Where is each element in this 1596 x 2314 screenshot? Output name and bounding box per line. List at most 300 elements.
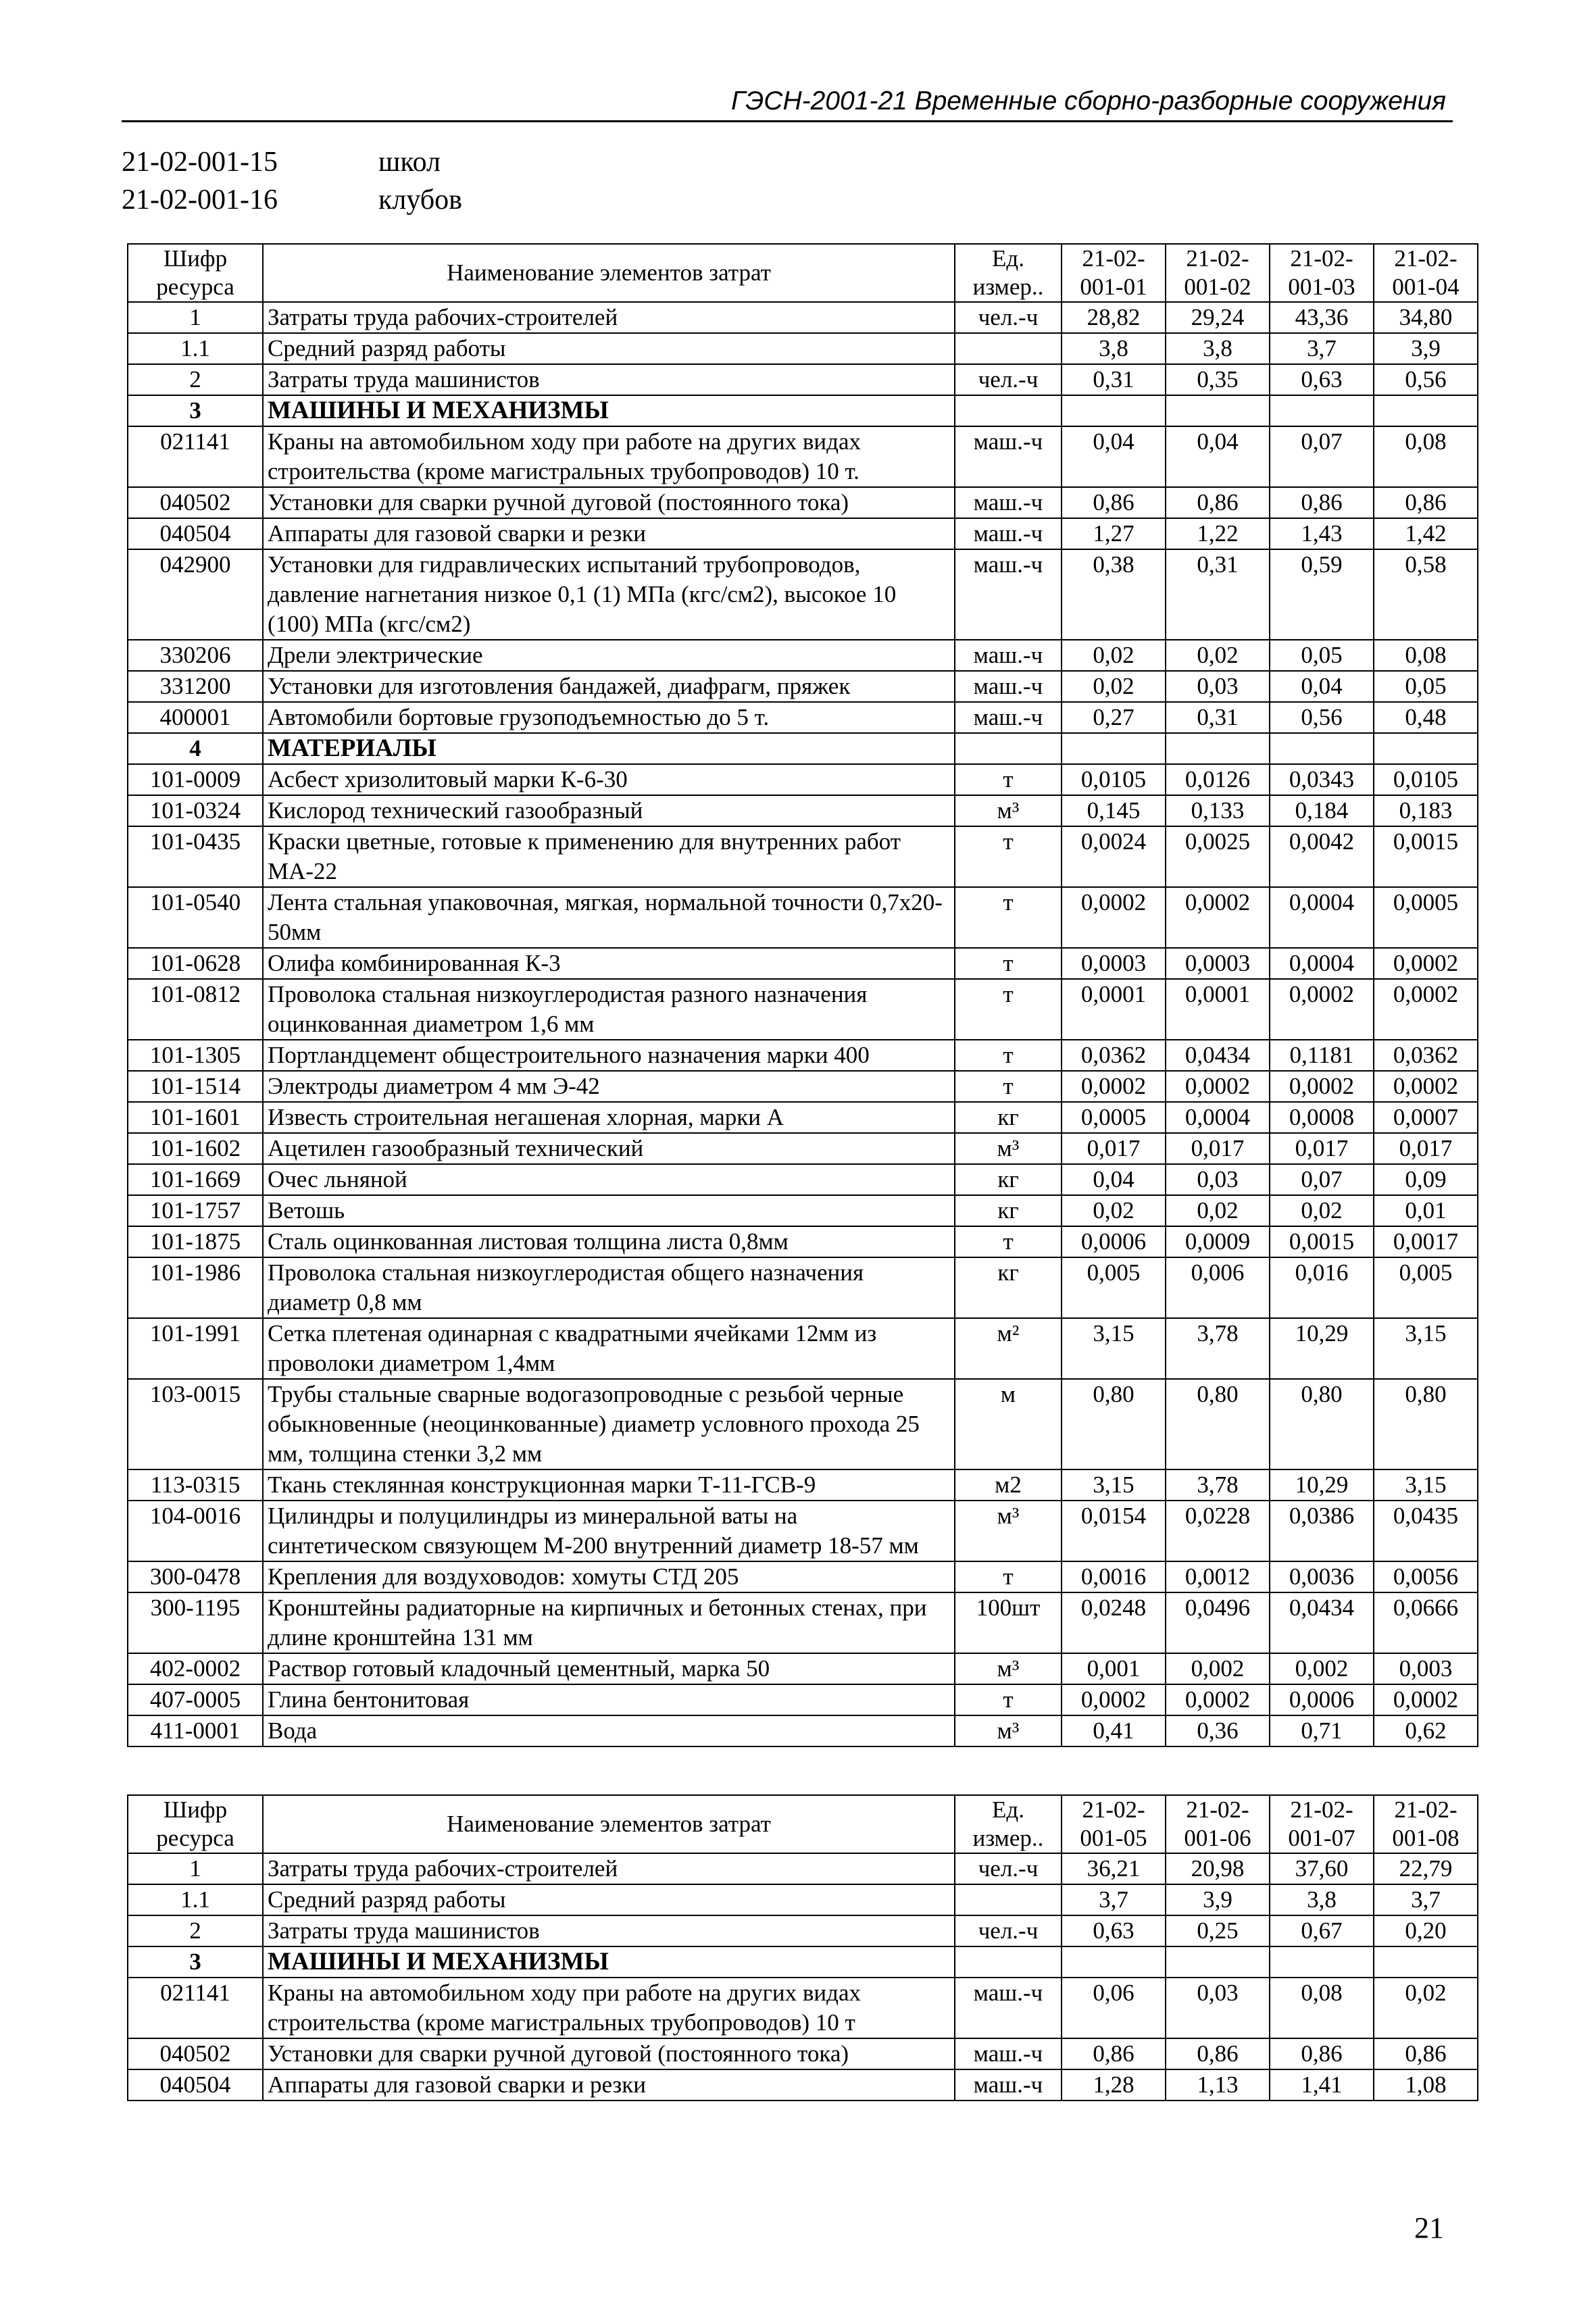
cell-unit: чел.-ч xyxy=(955,1915,1062,1946)
table-header-row xyxy=(128,1795,1478,1853)
cell-value: 0,86 xyxy=(1374,2038,1478,2069)
cell-value: 3,7 xyxy=(1270,333,1374,364)
cell-value: 29,24 xyxy=(1166,302,1270,333)
cell-unit: м² xyxy=(955,1318,1062,1379)
code-id: 21-02-001-16 xyxy=(122,184,278,216)
cell-name: Средний разряд работы xyxy=(263,333,955,364)
cell-name: Сетка плетеная одинарная с квадратными ячейками 12мм из проволоки диаметром 1,4мм xyxy=(263,1318,955,1379)
cell-name: Краны на автомобильном ходу при работе на других видах строительства (кроме магистральных трубопроводов) 10 т. xyxy=(263,426,955,487)
cell-name: Проволока стальная низкоуглеродистая разного назначения оцинкованная диаметром 1,6 мм xyxy=(263,979,955,1040)
cell-code: 021141 xyxy=(128,1978,263,2038)
table-row xyxy=(128,887,1478,948)
cell-value: 0,0002 xyxy=(1166,1684,1270,1715)
section-row xyxy=(128,733,1478,764)
cell-value: 0,08 xyxy=(1374,426,1478,487)
table-row xyxy=(128,2038,1478,2069)
cell-name: Установки для сварки ручной дуговой (постоянного тока) xyxy=(263,2038,955,2069)
cell-value: 0,017 xyxy=(1374,1133,1478,1164)
cell-value: 0,003 xyxy=(1374,1653,1478,1684)
section-row xyxy=(128,395,1478,426)
cell-value: 0,0024 xyxy=(1062,826,1166,887)
cell-name: Затраты труда рабочих-строителей xyxy=(263,1853,955,1884)
header-col: 21-02-001-01 xyxy=(1062,244,1166,302)
cell-value: 0,07 xyxy=(1270,1164,1374,1195)
cell-code: 1.1 xyxy=(128,333,263,364)
table-row xyxy=(128,1915,1478,1946)
cell-unit: м³ xyxy=(955,1501,1062,1561)
cell-code: 411-0001 xyxy=(128,1715,263,1746)
cell-value: 0,31 xyxy=(1166,549,1270,640)
code-name: клубов xyxy=(378,184,463,216)
cell-name: Трубы стальные сварные водогазопроводные с резьбой черные обыкновенные (неоцинкованные) диаметр условного прохода 25 мм, толщина стенки 3,2 мм xyxy=(263,1379,955,1469)
cell-unit: чел.-ч xyxy=(955,364,1062,395)
code-line xyxy=(122,181,462,219)
cell-unit xyxy=(955,1884,1062,1915)
cell-value: 0,0001 xyxy=(1166,979,1270,1040)
table-row xyxy=(128,2069,1478,2101)
cell-unit: м³ xyxy=(955,1653,1062,1684)
cell-code: 101-1875 xyxy=(128,1226,263,1257)
table-row xyxy=(128,795,1478,826)
cell-value: 0,002 xyxy=(1166,1653,1270,1684)
table-row xyxy=(128,826,1478,887)
cell-value: 0,67 xyxy=(1270,1915,1374,1946)
cell-value: 0,56 xyxy=(1374,364,1478,395)
cell-value: 0,0042 xyxy=(1270,826,1374,887)
cell-name: Асбест хризолитовый марки К-6-30 xyxy=(263,764,955,795)
cell-value: 0,0002 xyxy=(1270,979,1374,1040)
table-row xyxy=(128,1257,1478,1318)
cell-name: Установки для сварки ручной дуговой (постоянного тока) xyxy=(263,487,955,518)
cell-value: 3,15 xyxy=(1374,1318,1478,1379)
table-row xyxy=(128,1592,1478,1653)
cell-value: 1,27 xyxy=(1062,518,1166,549)
cell-value: 0,0005 xyxy=(1374,887,1478,948)
cell-unit: т xyxy=(955,1561,1062,1592)
cell-code: 101-0324 xyxy=(128,795,263,826)
table-row xyxy=(128,1040,1478,1071)
cell-value: 0,86 xyxy=(1374,487,1478,518)
cell-code: 331200 xyxy=(128,671,263,702)
cell-unit: т xyxy=(955,1071,1062,1102)
cell-unit xyxy=(955,733,1062,764)
header-unit: Ед. измер.. xyxy=(955,244,1062,302)
cell-unit: т xyxy=(955,1684,1062,1715)
cell-name: Проволока стальная низкоуглеродистая общего назначения диаметр 0,8 мм xyxy=(263,1257,955,1318)
cell-unit: маш.-ч xyxy=(955,671,1062,702)
cell-value: 0,09 xyxy=(1374,1164,1478,1195)
header-code: Шифр ресурса xyxy=(128,1795,263,1853)
cell-unit: кг xyxy=(955,1257,1062,1318)
cell-code: 101-1305 xyxy=(128,1040,263,1071)
cell-code: 101-0812 xyxy=(128,979,263,1040)
cell-value: 0,86 xyxy=(1270,2038,1374,2069)
cell-value: 0,0025 xyxy=(1166,826,1270,887)
cell-code: 040504 xyxy=(128,518,263,549)
cell-value: 3,9 xyxy=(1374,333,1478,364)
cell-unit: кг xyxy=(955,1102,1062,1133)
cell-value: 0,06 xyxy=(1062,1978,1166,2038)
cell-code: 400001 xyxy=(128,702,263,733)
cell-value: 0,0002 xyxy=(1374,979,1478,1040)
cell-value: 0,0003 xyxy=(1166,948,1270,979)
cell-value: 0,0343 xyxy=(1270,764,1374,795)
cell-name: Затраты труда машинистов xyxy=(263,364,955,395)
running-header xyxy=(122,86,1453,122)
cell-value: 0,80 xyxy=(1270,1379,1374,1469)
cell-value: 0,63 xyxy=(1270,364,1374,395)
cell-code: 101-1991 xyxy=(128,1318,263,1379)
cell-unit: маш.-ч xyxy=(955,426,1062,487)
cell-code: 040504 xyxy=(128,2069,263,2101)
cell-value: 0,0015 xyxy=(1374,826,1478,887)
cell-value xyxy=(1270,1946,1374,1978)
cell-value xyxy=(1270,733,1374,764)
cell-unit: т xyxy=(955,887,1062,948)
cell-unit: т xyxy=(955,764,1062,795)
cell-code: 021141 xyxy=(128,426,263,487)
cell-value: 0,02 xyxy=(1270,1195,1374,1226)
cell-code: 1 xyxy=(128,1853,263,1884)
code-line xyxy=(122,143,462,181)
header-name: Наименование элементов затрат xyxy=(263,244,955,302)
table-row xyxy=(128,1653,1478,1684)
cell-unit: кг xyxy=(955,1164,1062,1195)
cell-code: 042900 xyxy=(128,549,263,640)
section-title: МАШИНЫ И МЕХАНИЗМЫ xyxy=(263,395,955,426)
page-number: 21 xyxy=(1414,2211,1444,2244)
table-row xyxy=(128,1561,1478,1592)
cell-name: Кислород технический газообразный xyxy=(263,795,955,826)
cell-code: 402-0002 xyxy=(128,1653,263,1684)
code-id: 21-02-001-15 xyxy=(122,147,278,178)
section-title: МАТЕРИАЛЫ xyxy=(263,733,955,764)
cell-value xyxy=(1270,395,1374,426)
cell-value: 0,08 xyxy=(1270,1978,1374,2038)
cell-value: 0,01 xyxy=(1374,1195,1478,1226)
cell-value: 0,27 xyxy=(1062,702,1166,733)
cell-name: Автомобили бортовые грузоподъемностью до 5 т. xyxy=(263,702,955,733)
cell-name: Затраты труда рабочих-строителей xyxy=(263,302,955,333)
cell-value: 3,7 xyxy=(1062,1884,1166,1915)
table-row xyxy=(128,1853,1478,1884)
cell-value: 0,0362 xyxy=(1374,1040,1478,1071)
cell-value: 0,0007 xyxy=(1374,1102,1478,1133)
cell-value: 0,0002 xyxy=(1062,1684,1166,1715)
cell-code: 300-1195 xyxy=(128,1592,263,1653)
table-row xyxy=(128,302,1478,333)
cell-name: Средний разряд работы xyxy=(263,1884,955,1915)
table-row xyxy=(128,1884,1478,1915)
cell-value: 0,0001 xyxy=(1062,979,1166,1040)
cell-code: 101-1757 xyxy=(128,1195,263,1226)
cell-value: 0,0386 xyxy=(1270,1501,1374,1561)
table-row xyxy=(128,1195,1478,1226)
cell-code: 101-1602 xyxy=(128,1133,263,1164)
cell-value: 0,1181 xyxy=(1270,1040,1374,1071)
cell-value: 34,80 xyxy=(1374,302,1478,333)
cell-unit: чел.-ч xyxy=(955,302,1062,333)
cell-unit: маш.-ч xyxy=(955,1978,1062,2038)
cell-value: 0,0009 xyxy=(1166,1226,1270,1257)
cell-value: 0,0008 xyxy=(1270,1102,1374,1133)
cell-value xyxy=(1062,733,1166,764)
cell-name: Кронштейны радиаторные на кирпичных и бетонных стенах, при длине кронштейна 131 мм xyxy=(263,1592,955,1653)
cell-unit: маш.-ч xyxy=(955,2069,1062,2101)
cell-value: 0,0002 xyxy=(1374,1684,1478,1715)
cell-value: 0,05 xyxy=(1270,640,1374,671)
cell-value: 0,183 xyxy=(1374,795,1478,826)
cell-value xyxy=(1374,733,1478,764)
cell-value: 1,41 xyxy=(1270,2069,1374,2101)
cell-unit: м xyxy=(955,1379,1062,1469)
cell-value: 0,08 xyxy=(1374,640,1478,671)
table-row xyxy=(128,979,1478,1040)
cell-value: 0,04 xyxy=(1166,426,1270,487)
cell-code: 104-0016 xyxy=(128,1501,263,1561)
cell-value: 0,005 xyxy=(1374,1257,1478,1318)
table-row xyxy=(128,1318,1478,1379)
cell-code: 407-0005 xyxy=(128,1684,263,1715)
table-row xyxy=(128,1715,1478,1746)
cell-code: 1.1 xyxy=(128,1884,263,1915)
cell-value xyxy=(1166,1946,1270,1978)
cell-value: 0,86 xyxy=(1166,2038,1270,2069)
cell-value: 0,0005 xyxy=(1062,1102,1166,1133)
cell-value: 0,48 xyxy=(1374,702,1478,733)
cell-code: 101-1601 xyxy=(128,1102,263,1133)
cell-name: Известь строительная негашеная хлорная, марки А xyxy=(263,1102,955,1133)
cell-value: 0,36 xyxy=(1166,1715,1270,1746)
cell-value: 0,0434 xyxy=(1166,1040,1270,1071)
cell-unit: маш.-ч xyxy=(955,518,1062,549)
cell-value: 0,58 xyxy=(1374,549,1478,640)
cell-unit: м³ xyxy=(955,1133,1062,1164)
table-row xyxy=(128,426,1478,487)
cell-value: 0,0017 xyxy=(1374,1226,1478,1257)
cell-value: 0,0105 xyxy=(1062,764,1166,795)
cell-value: 0,017 xyxy=(1062,1133,1166,1164)
header-col: 21-02-001-05 xyxy=(1062,1795,1166,1853)
cell-value: 0,0154 xyxy=(1062,1501,1166,1561)
cell-value: 10,29 xyxy=(1270,1318,1374,1379)
cell-value: 0,0002 xyxy=(1166,1071,1270,1102)
cell-value: 37,60 xyxy=(1270,1853,1374,1884)
resource-table-1 xyxy=(127,243,1478,1747)
table-row xyxy=(128,364,1478,395)
cell-value: 0,184 xyxy=(1270,795,1374,826)
cell-value: 0,0003 xyxy=(1062,948,1166,979)
running-header-title: ГЭСН-2001-21 Временные сборно-разборные сооружения xyxy=(731,86,1446,116)
cell-value: 0,0002 xyxy=(1062,1071,1166,1102)
cell-value: 0,0666 xyxy=(1374,1592,1478,1653)
cell-value: 0,80 xyxy=(1166,1379,1270,1469)
cell-value: 0,80 xyxy=(1062,1379,1166,1469)
cell-value: 0,0004 xyxy=(1270,948,1374,979)
cell-value xyxy=(1062,1946,1166,1978)
cell-unit xyxy=(955,1946,1062,1978)
cell-value: 0,0004 xyxy=(1166,1102,1270,1133)
cell-value: 28,82 xyxy=(1062,302,1166,333)
table-row xyxy=(128,948,1478,979)
cell-value: 0,0105 xyxy=(1374,764,1478,795)
cell-name: Очес льняной xyxy=(263,1164,955,1195)
cell-name: Глина бентонитовая xyxy=(263,1684,955,1715)
cell-value: 0,03 xyxy=(1166,671,1270,702)
cell-value: 0,04 xyxy=(1062,1164,1166,1195)
header-col: 21-02-001-02 xyxy=(1166,244,1270,302)
cell-code: 101-0540 xyxy=(128,887,263,948)
cell-code: 101-0435 xyxy=(128,826,263,887)
table-row xyxy=(128,518,1478,549)
cell-name: Электроды диаметром 4 мм Э-42 xyxy=(263,1071,955,1102)
cell-value: 0,0002 xyxy=(1374,1071,1478,1102)
cell-value: 0,0012 xyxy=(1166,1561,1270,1592)
cell-value: 10,29 xyxy=(1270,1469,1374,1501)
section-title: МАШИНЫ И МЕХАНИЗМЫ xyxy=(263,1946,955,1978)
header-code: Шифр ресурса xyxy=(128,244,263,302)
cell-code: 101-0009 xyxy=(128,764,263,795)
cell-unit: м³ xyxy=(955,1715,1062,1746)
cell-value: 3,8 xyxy=(1062,333,1166,364)
header-col: 21-02-001-06 xyxy=(1166,1795,1270,1853)
code-name: школ xyxy=(378,147,441,178)
cell-value: 0,05 xyxy=(1374,671,1478,702)
cell-code: 1 xyxy=(128,302,263,333)
cell-value: 0,0056 xyxy=(1374,1561,1478,1592)
cell-value: 0,03 xyxy=(1166,1978,1270,2038)
cell-value: 0,005 xyxy=(1062,1257,1166,1318)
cell-name: Затраты труда машинистов xyxy=(263,1915,955,1946)
cell-value: 0,41 xyxy=(1062,1715,1166,1746)
cell-value: 0,0015 xyxy=(1270,1226,1374,1257)
cell-name: Портландцемент общестроительного назначения марки 400 xyxy=(263,1040,955,1071)
cell-code: 2 xyxy=(128,1915,263,1946)
cell-unit: т xyxy=(955,979,1062,1040)
cell-name: Раствор готовый кладочный цементный, марка 50 xyxy=(263,1653,955,1684)
header-col: 21-02-001-07 xyxy=(1270,1795,1374,1853)
cell-unit: т xyxy=(955,1040,1062,1071)
cell-value: 0,03 xyxy=(1166,1164,1270,1195)
cell-name: Краны на автомобильном ходу при работе на других видах строительства (кроме магистральных трубопроводов) 10 т xyxy=(263,1978,955,2038)
cell-value: 0,35 xyxy=(1166,364,1270,395)
cell-unit: маш.-ч xyxy=(955,487,1062,518)
cell-value: 1,22 xyxy=(1166,518,1270,549)
cell-unit xyxy=(955,395,1062,426)
cell-value: 0,02 xyxy=(1374,1978,1478,2038)
header-col: 21-02-001-08 xyxy=(1374,1795,1478,1853)
cell-value: 0,0362 xyxy=(1062,1040,1166,1071)
cell-value: 3,7 xyxy=(1374,1884,1478,1915)
cell-value: 0,71 xyxy=(1270,1715,1374,1746)
cell-name: Ветошь xyxy=(263,1195,955,1226)
cell-value: 0,017 xyxy=(1270,1133,1374,1164)
cell-code: 101-1669 xyxy=(128,1164,263,1195)
resource-table-2 xyxy=(127,1794,1478,2101)
cell-value: 0,80 xyxy=(1374,1379,1478,1469)
cell-value: 0,38 xyxy=(1062,549,1166,640)
cell-value: 0,0002 xyxy=(1062,887,1166,948)
table-row xyxy=(128,1379,1478,1469)
cell-value xyxy=(1374,1946,1478,1978)
cell-value: 3,15 xyxy=(1062,1469,1166,1501)
cell-value: 0,0002 xyxy=(1374,948,1478,979)
cell-name: Аппараты для газовой сварки и резки xyxy=(263,518,955,549)
cell-code: 3 xyxy=(128,1946,263,1978)
cell-unit: м³ xyxy=(955,795,1062,826)
header-name: Наименование элементов затрат xyxy=(263,1795,955,1853)
cell-unit: маш.-ч xyxy=(955,2038,1062,2069)
cell-value: 0,0004 xyxy=(1270,887,1374,948)
cell-value: 0,04 xyxy=(1270,671,1374,702)
cell-value: 1,42 xyxy=(1374,518,1478,549)
table-row xyxy=(128,671,1478,702)
cell-unit: 100шт xyxy=(955,1592,1062,1653)
cell-value: 0,0002 xyxy=(1166,887,1270,948)
cell-name: Лента стальная упаковочная, мягкая, нормальной точности 0,7х20-50мм xyxy=(263,887,955,948)
cell-value: 22,79 xyxy=(1374,1853,1478,1884)
cell-unit: маш.-ч xyxy=(955,702,1062,733)
cell-value: 0,002 xyxy=(1270,1653,1374,1684)
cell-name: Краски цветные, готовые к применению для внутренних работ МА-22 xyxy=(263,826,955,887)
cell-value: 0,07 xyxy=(1270,426,1374,487)
cell-unit: маш.-ч xyxy=(955,549,1062,640)
cell-unit: т xyxy=(955,1226,1062,1257)
cell-value: 0,0435 xyxy=(1374,1501,1478,1561)
section-row xyxy=(128,1946,1478,1978)
cell-value: 0,59 xyxy=(1270,549,1374,640)
cell-value: 36,21 xyxy=(1062,1853,1166,1884)
cell-name: Ткань стеклянная конструкционная марки Т-11-ГСВ-9 xyxy=(263,1469,955,1501)
cell-code: 3 xyxy=(128,395,263,426)
header-col: 21-02-001-03 xyxy=(1270,244,1374,302)
cell-value: 0,0126 xyxy=(1166,764,1270,795)
cell-value: 0,02 xyxy=(1062,640,1166,671)
cell-value: 0,31 xyxy=(1062,364,1166,395)
cell-code: 101-1514 xyxy=(128,1071,263,1102)
cell-value: 3,78 xyxy=(1166,1469,1270,1501)
cell-value: 0,0248 xyxy=(1062,1592,1166,1653)
cell-name: Вода xyxy=(263,1715,955,1746)
cell-value: 0,0006 xyxy=(1062,1226,1166,1257)
cell-value: 0,133 xyxy=(1166,795,1270,826)
cell-value: 0,04 xyxy=(1062,426,1166,487)
table-row xyxy=(128,1978,1478,2038)
cell-value: 1,43 xyxy=(1270,518,1374,549)
cell-value: 0,02 xyxy=(1166,1195,1270,1226)
table-row xyxy=(128,702,1478,733)
cell-code: 330206 xyxy=(128,640,263,671)
table-row xyxy=(128,1164,1478,1195)
cell-value: 0,20 xyxy=(1374,1915,1478,1946)
cell-code: 040502 xyxy=(128,487,263,518)
cell-value xyxy=(1062,395,1166,426)
cell-value: 0,0434 xyxy=(1270,1592,1374,1653)
cell-value: 0,56 xyxy=(1270,702,1374,733)
table-row xyxy=(128,1071,1478,1102)
table-header-row xyxy=(128,244,1478,302)
cell-value: 0,02 xyxy=(1062,671,1166,702)
header-col: 21-02-001-04 xyxy=(1374,244,1478,302)
cell-value: 0,0036 xyxy=(1270,1561,1374,1592)
table-row xyxy=(128,1102,1478,1133)
table-row xyxy=(128,1501,1478,1561)
cell-value: 0,006 xyxy=(1166,1257,1270,1318)
cell-value: 0,0006 xyxy=(1270,1684,1374,1715)
cell-value: 3,9 xyxy=(1166,1884,1270,1915)
cell-unit: т xyxy=(955,948,1062,979)
table-row xyxy=(128,764,1478,795)
